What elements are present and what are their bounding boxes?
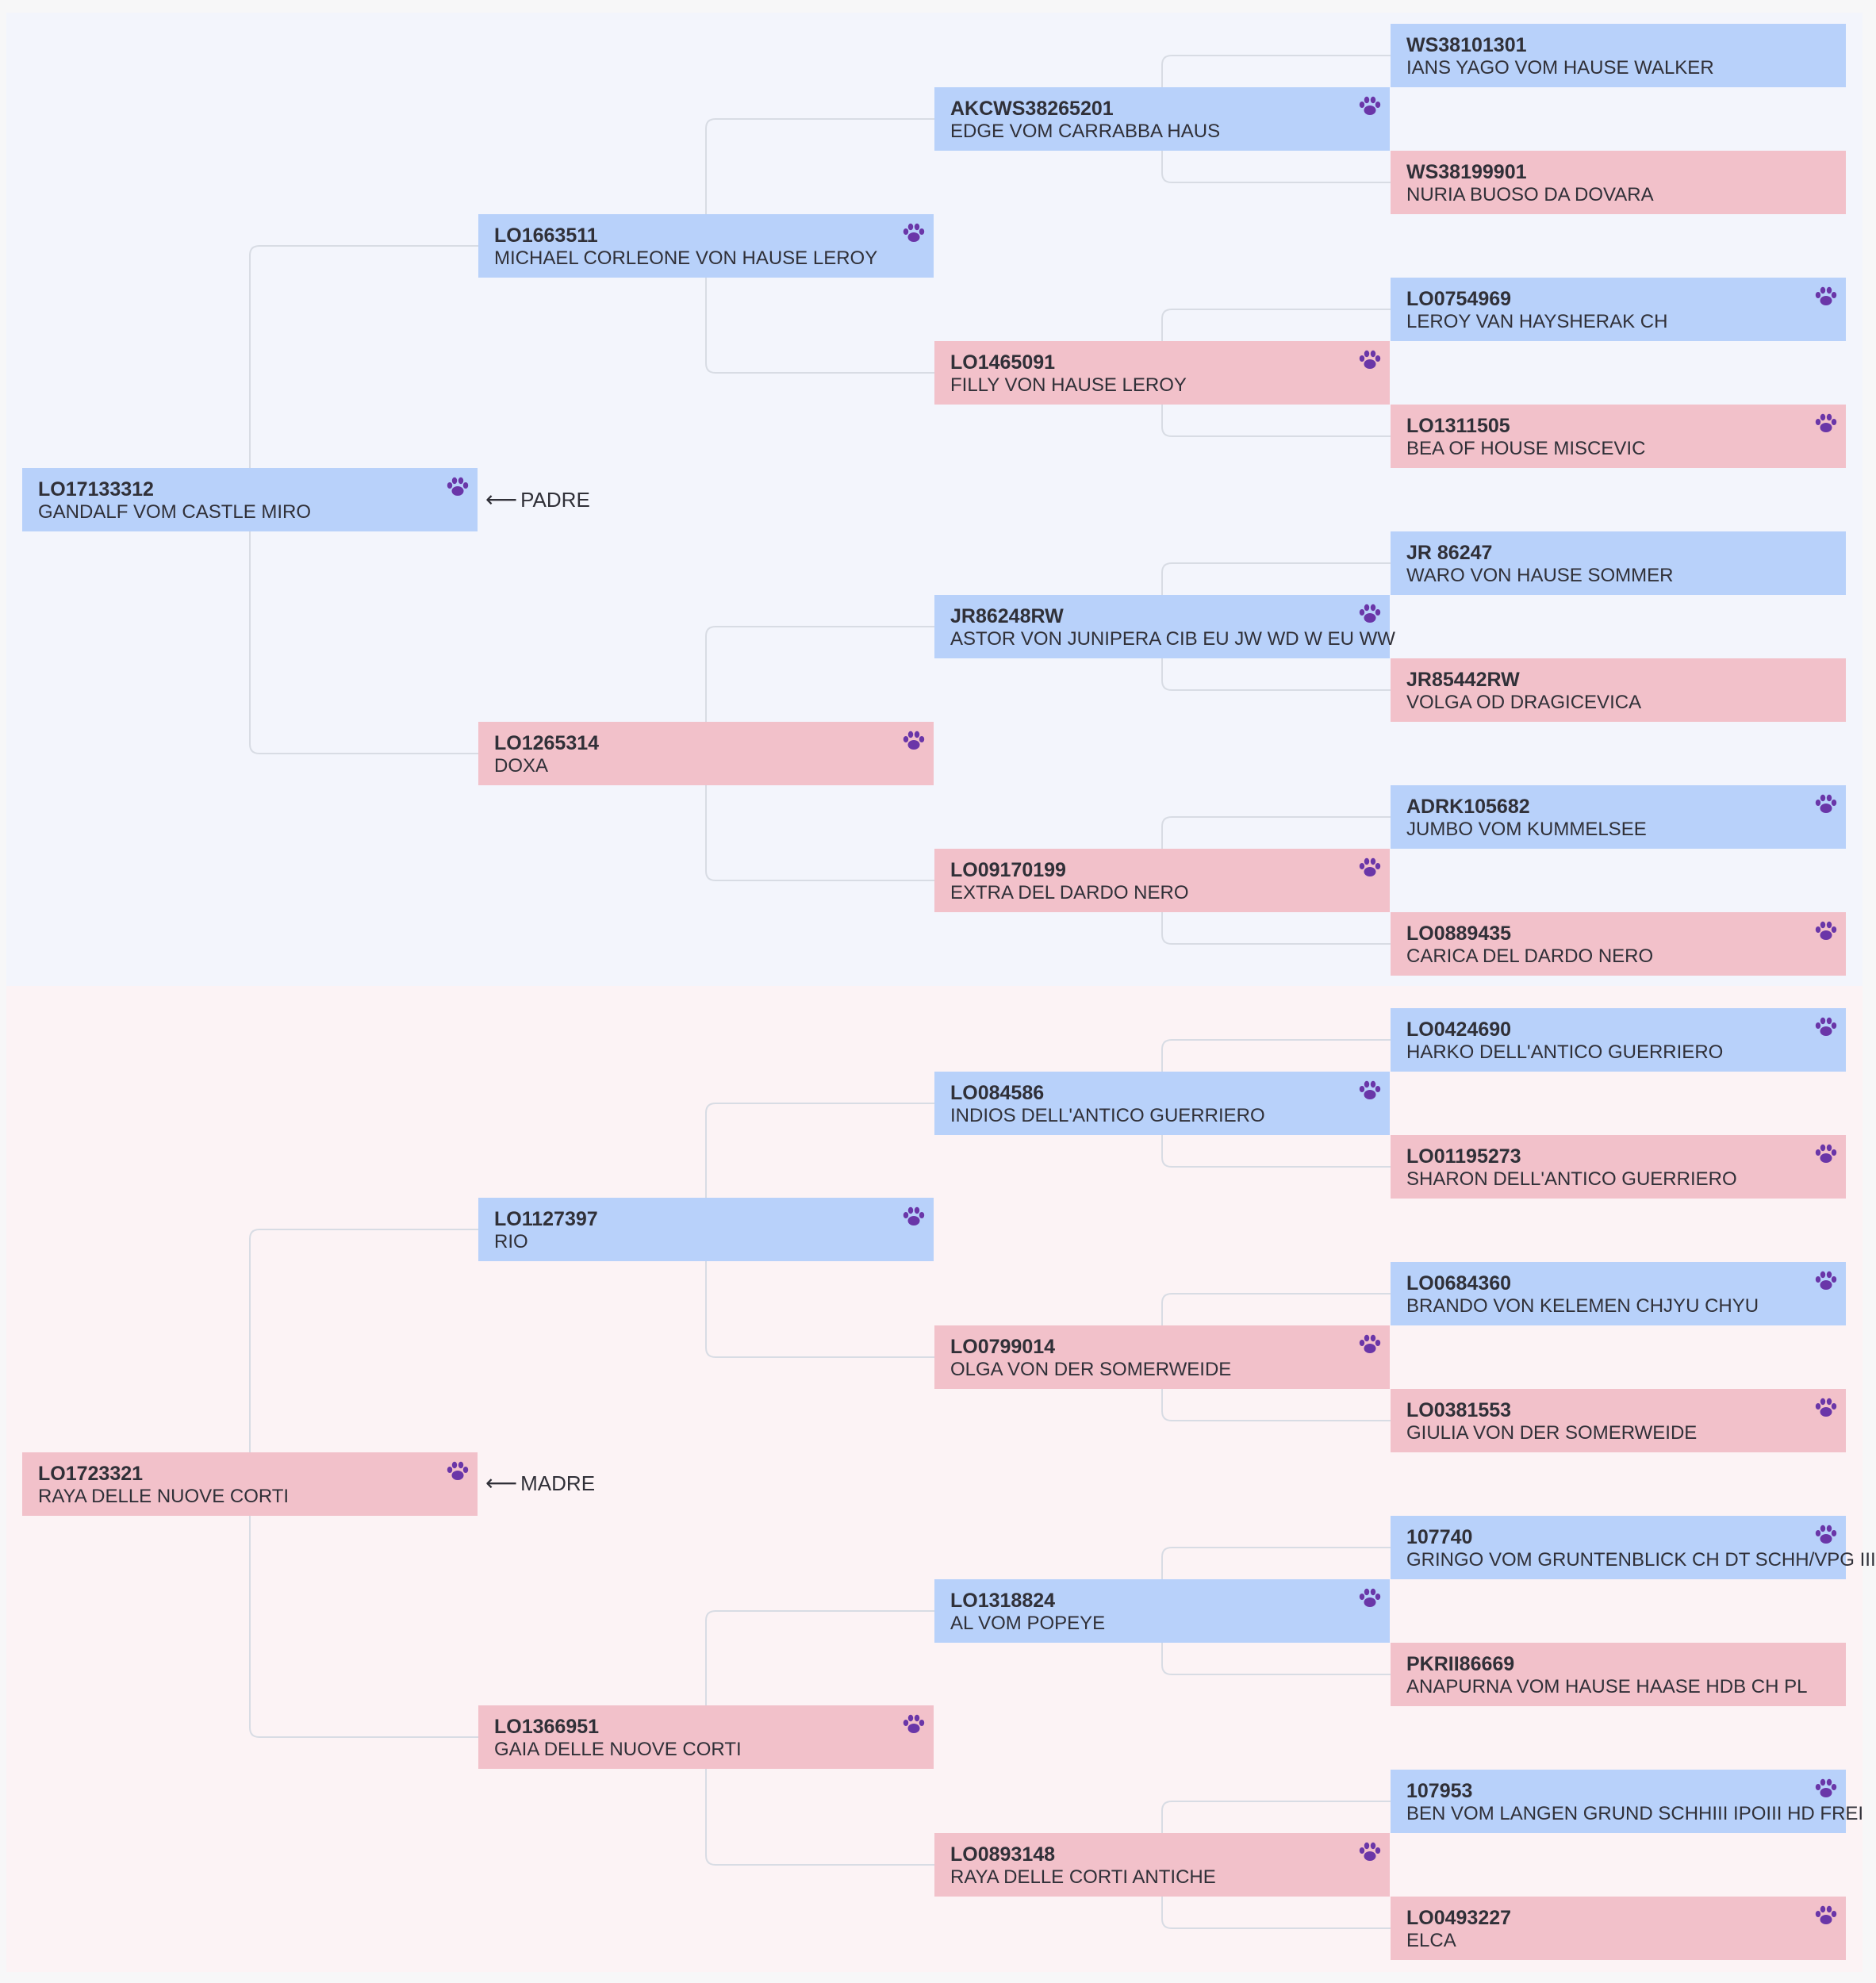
connector-line: [1162, 405, 1391, 436]
connector-line: [1162, 1040, 1391, 1072]
pedigree-node-dd-sire[interactable]: [934, 1579, 1390, 1643]
paw-icon[interactable]: [1814, 1778, 1838, 1799]
dog-name: FILLY VON HAUSE LEROY: [950, 374, 1187, 396]
dog-name: GIULIA VON DER SOMERWEIDE: [1406, 1422, 1698, 1444]
pedigree-node-dd-dam[interactable]: [934, 1833, 1390, 1897]
pedigree-node-g4-01[interactable]: [1391, 24, 1846, 87]
dog-name: BEA OF HOUSE MISCEVIC: [1406, 438, 1646, 459]
registration-number: JR 86247: [1406, 542, 1493, 564]
paw-icon[interactable]: [1814, 921, 1838, 942]
connector-line: [706, 1261, 934, 1357]
registration-number: LO0424690: [1406, 1018, 1512, 1041]
dog-name: GANDALF VOM CASTLE MIRO: [38, 501, 312, 523]
dog-name: DOXA: [494, 755, 549, 777]
dog-name: BEN VOM LANGEN GRUND SCHHIII IPOIII HD FREI: [1406, 1803, 1864, 1824]
connector-line: [1162, 1294, 1391, 1325]
pedigree-node-sd-sire[interactable]: [934, 595, 1395, 658]
registration-number: LO1663511: [494, 224, 598, 247]
dog-name: GAIA DELLE NUOVE CORTI: [494, 1739, 742, 1760]
paw-icon[interactable]: [1358, 350, 1382, 370]
dog-name: ANAPURNA VOM HAUSE HAASE HDB CH PL: [1406, 1676, 1808, 1697]
paw-icon[interactable]: [1814, 1525, 1838, 1545]
connector-line: [1162, 1389, 1391, 1421]
connector-line: [706, 278, 934, 373]
registration-number: LO1127397: [494, 1208, 598, 1230]
pedigree-node-g4-09[interactable]: [1391, 1008, 1846, 1072]
pedigree-node-g4-06[interactable]: [1391, 658, 1846, 722]
paw-icon[interactable]: [1358, 1588, 1382, 1609]
registration-number: AKCWS38265201: [950, 98, 1114, 120]
connector-line: [1162, 1135, 1391, 1167]
connector-line: [1162, 56, 1391, 87]
dog-name: MICHAEL CORLEONE VON HAUSE LEROY: [494, 247, 878, 269]
connector-line: [1162, 1897, 1391, 1928]
pedigree-node-g4-14[interactable]: [1391, 1643, 1846, 1706]
connector-line: [250, 246, 478, 468]
dog-name: RAYA DELLE CORTI ANTICHE: [950, 1866, 1216, 1888]
pedigree-node-g4-10[interactable]: [1391, 1135, 1846, 1199]
paw-icon[interactable]: [902, 1714, 926, 1735]
registration-number: LO0493227: [1406, 1907, 1512, 1929]
pedigree-node-sire-dam[interactable]: [478, 722, 934, 785]
pedigree-node-ss-sire[interactable]: [934, 87, 1390, 151]
dog-name: SHARON DELL'ANTICO GUERRIERO: [1406, 1168, 1737, 1190]
dog-name: LEROY VAN HAYSHERAK CH: [1406, 311, 1668, 332]
pedigree-node-sire[interactable]: [22, 468, 478, 531]
connector-line: [250, 531, 478, 754]
paw-icon[interactable]: [902, 223, 926, 244]
pedigree-node-g4-05[interactable]: [1391, 531, 1846, 595]
registration-number: PKRII86669: [1406, 1653, 1515, 1675]
paw-icon[interactable]: [1358, 604, 1382, 624]
pedigree-node-ss-dam[interactable]: [934, 341, 1390, 405]
registration-number: LO1311505: [1406, 415, 1510, 437]
connector-line: [706, 1769, 934, 1865]
paw-icon[interactable]: [1358, 96, 1382, 117]
connector-line: [1162, 1643, 1391, 1674]
registration-number: LO1465091: [950, 351, 1056, 374]
left-arrow-icon: ⟵: [485, 487, 518, 512]
registration-number: JR85442RW: [1406, 669, 1520, 691]
registration-number: LO0799014: [950, 1336, 1056, 1358]
paw-icon[interactable]: [1358, 1334, 1382, 1355]
paw-icon[interactable]: [1358, 1080, 1382, 1101]
paw-icon[interactable]: [1814, 1271, 1838, 1291]
paw-icon[interactable]: [446, 1461, 470, 1482]
pedigree-node-g4-13[interactable]: [1391, 1516, 1876, 1579]
dog-name: RIO: [494, 1231, 528, 1252]
paw-icon[interactable]: [1814, 1398, 1838, 1418]
dog-name: OLGA VON DER SOMERWEIDE: [950, 1359, 1232, 1380]
connector-line: [706, 785, 934, 880]
registration-number: LO01195273: [1406, 1145, 1521, 1168]
connector-line: [250, 1229, 478, 1452]
connector-line: [706, 119, 934, 214]
pedigree-node-ds-sire[interactable]: [934, 1072, 1390, 1135]
connector-line: [1162, 912, 1391, 944]
dog-name: HARKO DELL'ANTICO GUERRIERO: [1406, 1041, 1724, 1063]
connector-line: [706, 627, 934, 722]
registration-number: LO1723321: [38, 1463, 144, 1485]
pedigree-node-g4-07[interactable]: [1391, 785, 1846, 849]
registration-number: JR86248RW: [950, 605, 1064, 627]
dog-name: IANS YAGO VOM HAUSE WALKER: [1406, 57, 1714, 79]
registration-number: LO0893148: [950, 1843, 1056, 1866]
paw-icon[interactable]: [1814, 1017, 1838, 1038]
pedigree-node-g4-11[interactable]: [1391, 1262, 1846, 1325]
pedigree-node-g4-15[interactable]: [1391, 1770, 1864, 1833]
paw-icon[interactable]: [1814, 413, 1838, 434]
pedigree-node-dam[interactable]: [22, 1452, 478, 1516]
registration-number: LO0754969: [1406, 288, 1512, 310]
dog-name: INDIOS DELL'ANTICO GUERRIERO: [950, 1105, 1265, 1126]
pedigree-node-g4-03[interactable]: [1391, 278, 1846, 341]
dog-name: ELCA: [1406, 1930, 1456, 1951]
pedigree-node-g4-08[interactable]: [1391, 912, 1846, 976]
paw-icon[interactable]: [1358, 857, 1382, 878]
registration-number: LO0381553: [1406, 1399, 1512, 1421]
pedigree-node-dam-dam[interactable]: [478, 1705, 934, 1769]
registration-number: WS38101301: [1406, 34, 1527, 56]
sire-label: ⟵ PADRE: [485, 487, 590, 512]
registration-number: LO1265314: [494, 732, 600, 754]
dog-name: WARO VON HAUSE SOMMER: [1406, 565, 1674, 586]
registration-number: LO084586: [950, 1082, 1045, 1104]
connector-line: [250, 1516, 478, 1737]
pedigree-node-ds-dam[interactable]: [934, 1325, 1390, 1389]
dam-label: ⟵ MADRE: [485, 1471, 596, 1495]
dog-name: EDGE VOM CARRABBA HAUS: [950, 121, 1221, 142]
connector-line: [1162, 151, 1391, 182]
pedigree-node-dam-sire[interactable]: [478, 1198, 934, 1261]
registration-number: LO17133312: [38, 478, 154, 501]
paw-icon[interactable]: [446, 477, 470, 497]
dog-name: CARICA DEL DARDO NERO: [1406, 945, 1654, 967]
registration-number: LO09170199: [950, 859, 1066, 881]
registration-number: WS38199901: [1406, 161, 1527, 183]
connector-line: [1162, 817, 1391, 849]
registration-number: LO0684360: [1406, 1272, 1512, 1295]
paw-icon[interactable]: [1814, 1144, 1838, 1164]
dog-name: JUMBO VOM KUMMELSEE: [1406, 819, 1647, 840]
dog-name: RAYA DELLE NUOVE CORTI: [38, 1486, 290, 1507]
paw-icon[interactable]: [1358, 1842, 1382, 1862]
paw-icon[interactable]: [902, 1206, 926, 1227]
registration-number: LO0889435: [1406, 922, 1512, 945]
paw-icon[interactable]: [1814, 1905, 1838, 1926]
paw-icon[interactable]: [1814, 286, 1838, 307]
pedigree-node-g4-12[interactable]: [1391, 1389, 1846, 1452]
pedigree-node-sire-sire[interactable]: [478, 214, 934, 278]
registration-number: LO1318824: [950, 1590, 1056, 1612]
pedigree-node-g4-16[interactable]: [1391, 1897, 1846, 1960]
connector-line: [1162, 1801, 1391, 1833]
pedigree-node-g4-04[interactable]: [1391, 405, 1846, 468]
registration-number: 107953: [1406, 1780, 1473, 1802]
paw-icon[interactable]: [902, 731, 926, 751]
connector-line: [1162, 563, 1391, 595]
pedigree-node-g4-02[interactable]: [1391, 151, 1846, 214]
dog-name: GRINGO VOM GRUNTENBLICK CH DT SCHH/VPG III: [1406, 1549, 1876, 1571]
connector-line: [1162, 309, 1391, 341]
registration-number: 107740: [1406, 1526, 1473, 1548]
left-arrow-icon: ⟵: [485, 1471, 518, 1495]
registration-number: ADRK105682: [1406, 796, 1530, 818]
dog-name: EXTRA DEL DARDO NERO: [950, 882, 1189, 903]
dog-name: AL VOM POPEYE: [950, 1613, 1106, 1634]
connector-line: [706, 1611, 934, 1705]
dog-name: BRANDO VON KELEMEN CHJYU CHYU: [1406, 1295, 1759, 1317]
dog-name: NURIA BUOSO DA DOVARA: [1406, 184, 1654, 205]
registration-number: LO1366951: [494, 1716, 600, 1738]
dog-name: ASTOR VON JUNIPERA CIB EU JW WD W EU WW: [950, 628, 1395, 650]
paw-icon[interactable]: [1814, 794, 1838, 815]
connector-line: [706, 1103, 934, 1198]
pedigree-node-sd-dam[interactable]: [934, 849, 1390, 912]
connector-line: [1162, 1548, 1391, 1579]
dog-name: VOLGA OD DRAGICEVICA: [1406, 692, 1642, 713]
connector-line: [1162, 658, 1391, 690]
